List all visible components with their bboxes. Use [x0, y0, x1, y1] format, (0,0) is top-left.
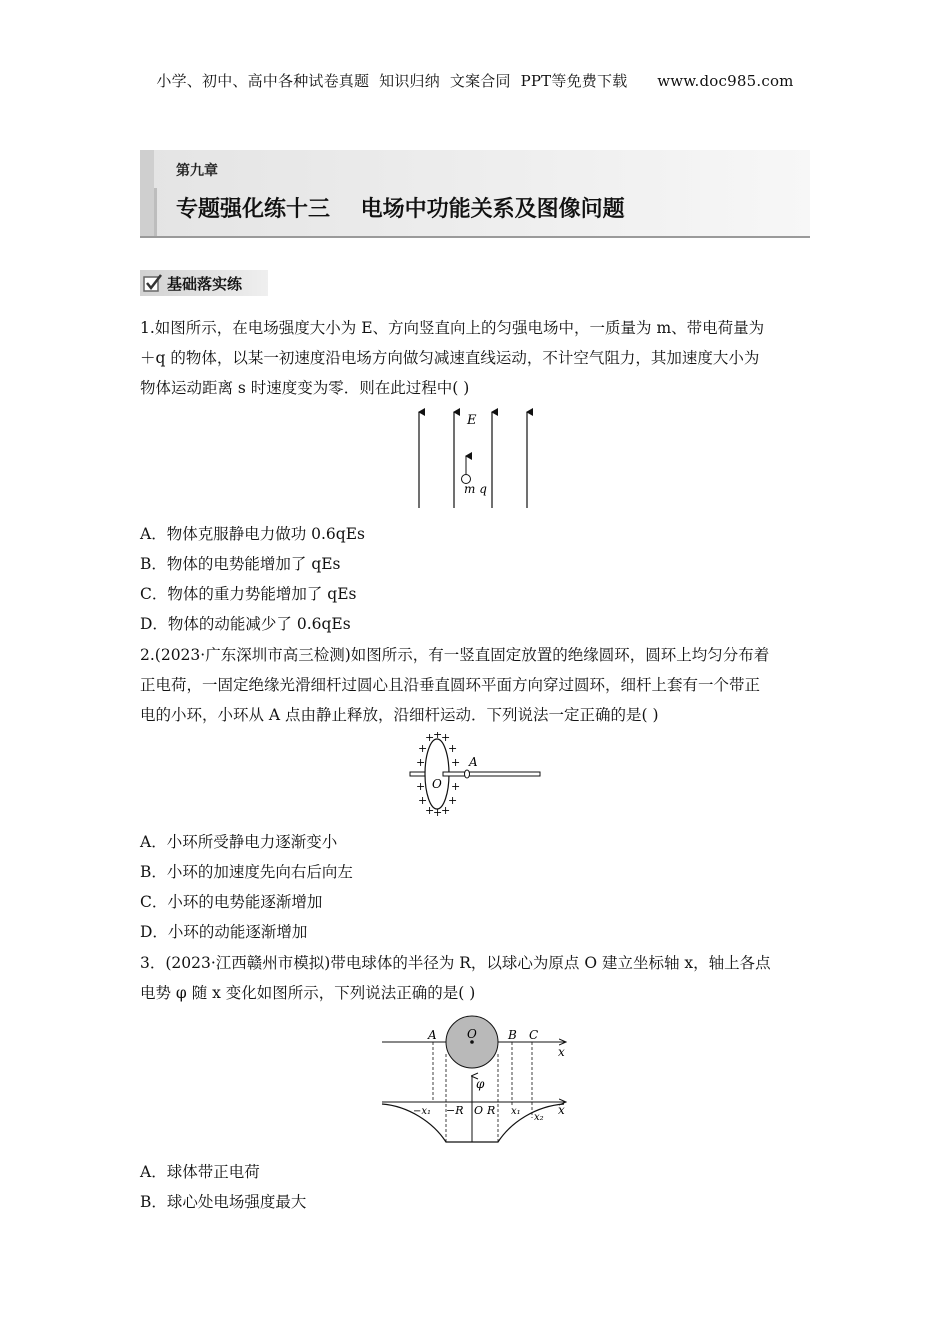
charge-sign: +: [425, 732, 435, 744]
small-ring: [465, 770, 470, 778]
q1-line-2: ＋q 的物体，以某一初速度沿电场方向做匀减速直线运动，不计空气阻力，其加速度大小为: [140, 349, 760, 367]
page-header: 小学、初中、高中各种试卷真题 知识归纳 文案合同 PPT等免费下载 www.doc985.com: [156, 72, 794, 90]
q2-ring-figure: [405, 732, 545, 818]
charge-sign: +: [418, 742, 428, 755]
charge-sign: +: [451, 756, 461, 769]
section-heading: [140, 270, 268, 296]
q1-line-1: 1.如图所示，在电场强度大小为 E、方向竖直向上的匀强电场中，一质量为 m、带电荷量为: [140, 319, 765, 337]
charge-sign: +: [433, 806, 443, 818]
bottom-label-x2: x₂: [534, 1112, 544, 1123]
q3-potential-figure: [378, 1014, 578, 1150]
top-label-c: C: [529, 1028, 539, 1042]
field-label: E: [467, 413, 477, 428]
mass-charge-label: m q: [464, 482, 487, 496]
charge-sign: +: [416, 756, 426, 769]
phi-label: φ: [476, 1077, 485, 1091]
bottom-label-x1: x₁: [511, 1106, 521, 1117]
q1-field-figure: [400, 408, 540, 513]
q3-line-2: 电势 φ 随 x 变化如图所示，下列说法正确的是( ): [140, 984, 476, 1002]
banner-underline: [140, 236, 810, 238]
potential-curve: [382, 1104, 564, 1142]
bottom-label-r: R: [487, 1104, 496, 1117]
q1-option-c: C．物体的重力势能增加了 qEs: [140, 585, 357, 603]
q2-option-c: C．小环的电势能逐渐增加: [140, 893, 323, 911]
charge-sign: +: [416, 780, 426, 793]
chapter-label: 第九章: [176, 163, 218, 179]
bottom-label-neg-r: −R: [446, 1104, 464, 1117]
q1-option-a: A．物体克服静电力做功 0.6qEs: [140, 525, 365, 543]
q2-option-b: B．小环的加速度先向右后向左: [140, 863, 353, 881]
q1-option-d: D．物体的动能减少了 0.6qEs: [140, 615, 351, 633]
top-label-a: A: [428, 1028, 437, 1042]
banner-accent: [140, 150, 154, 238]
checkbox-icon: [142, 272, 164, 294]
bottom-label-x: x: [558, 1103, 565, 1117]
charge-sign: +: [441, 732, 451, 744]
charge-sign: +: [451, 780, 461, 793]
q2-option-a: A．小环所受静电力逐渐变小: [140, 833, 338, 851]
q2-line-2: 正电荷，一固定绝缘光滑细杆过圆心且沿垂直圆环平面方向穿过圆环，细杆上套有一个带正: [140, 676, 761, 694]
charge-sign: +: [448, 742, 458, 755]
q1-option-b: B．物体的电势能增加了 qEs: [140, 555, 341, 573]
section-title: 基础落实练: [167, 275, 243, 293]
q2-line-3: 电的小环，小环从 A 点由静止释放，沿细杆运动．下列说法一定正确的是( ): [140, 706, 659, 724]
charge-sign: +: [425, 804, 435, 817]
charge-sign: +: [441, 804, 451, 817]
top-label-x: x: [558, 1045, 565, 1059]
charge-sign: +: [433, 732, 443, 741]
top-label-o: O: [467, 1027, 477, 1041]
bottom-label-o: O: [474, 1104, 484, 1117]
banner-accent-bar: [154, 188, 157, 238]
q3-line-1: 3．(2023·江西赣州市模拟)带电球体的半径为 R，以球心为原点 O 建立坐标轴 x，轴上各点: [140, 954, 771, 972]
q3-option-a: A．球体带正电荷: [140, 1163, 260, 1181]
charge-sign: +: [418, 794, 428, 807]
label-o: O: [432, 777, 442, 791]
q1-line-3: 物体运动距离 s 时速度变为零．则在此过程中( ): [140, 379, 470, 397]
q2-option-d: D．小环的动能逐渐增加: [140, 923, 308, 941]
label-a: A: [469, 755, 478, 769]
top-label-b: B: [508, 1028, 517, 1042]
charge-sign: +: [448, 794, 458, 807]
page-title: 专题强化练十三 电场中功能关系及图像问题: [176, 197, 625, 222]
insulating-rod-right: [443, 772, 540, 776]
bottom-label-neg-x1: −x₁: [413, 1106, 432, 1117]
q3-option-b: B．球心处电场强度最大: [140, 1193, 307, 1211]
q2-line-1: 2.(2023·广东深圳市高三检测)如图所示，有一竖直固定放置的绝缘圆环，圆环上均匀分布着: [140, 646, 770, 664]
